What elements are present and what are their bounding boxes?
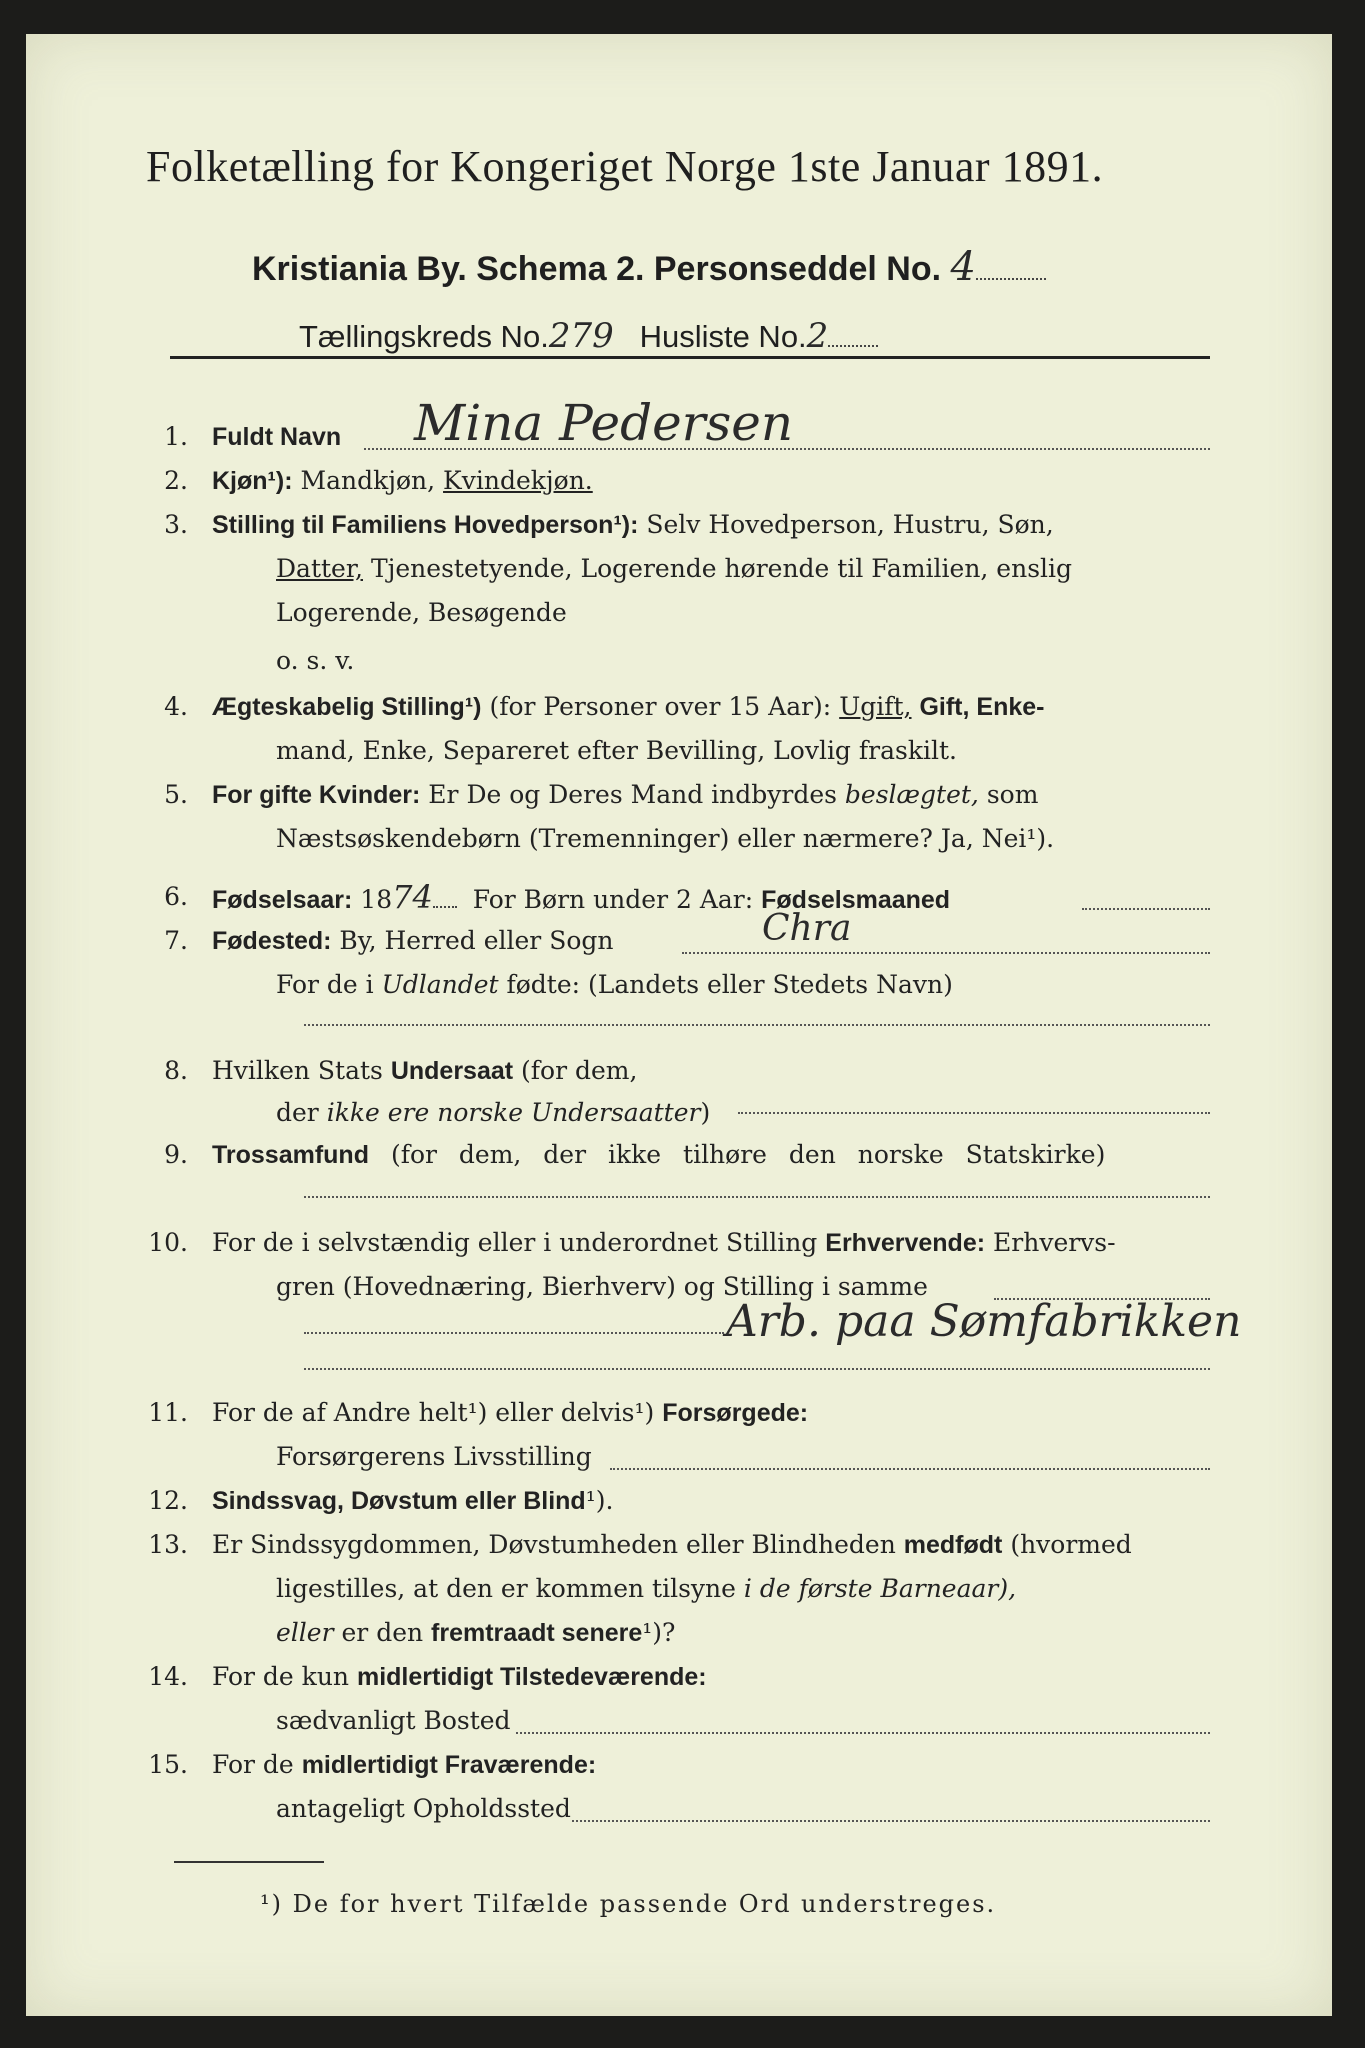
item-11-line-1 — [212, 1398, 808, 1428]
item-5-text: Er De og Deres Mand indbyrdes — [428, 780, 837, 809]
item-number: 7. — [164, 926, 188, 955]
item-13-text3-bold: fremtraadt senere — [431, 1619, 643, 1647]
item-10-text-pre: For de i selvstændig eller i underordnet Stilling — [212, 1228, 818, 1257]
item-14-text-pre: For de kun — [212, 1662, 350, 1691]
item-number: 6. — [164, 882, 188, 911]
item-7-text2-post: fødte: (Landets eller Stedets Navn) — [506, 970, 953, 999]
item-8-text2-pre: der — [276, 1098, 319, 1127]
item-1-label-text: Fuldt Navn — [212, 423, 342, 451]
item-7-text2-italic: Udlandet — [381, 970, 499, 999]
item-11-text2: Forsørgerens Livsstilling — [276, 1442, 592, 1471]
item-3-line-1 — [212, 510, 1054, 540]
item-number: 1. — [164, 422, 188, 451]
item-7-text: By, Herred eller Sogn — [339, 926, 614, 955]
item-5-label: For gifte Kvinder: — [212, 781, 421, 809]
item-15-line-1 — [212, 1750, 596, 1780]
item-7-line-2 — [276, 970, 953, 1000]
item-6-bold-after: Fødselsmaaned — [761, 886, 951, 914]
item-9-dotted-line — [304, 1196, 1210, 1198]
item-6-label: Fødselsaar: — [212, 886, 353, 914]
item-12-text: ¹). — [585, 1486, 614, 1515]
item-2-underlined: Kvindekjøn. — [443, 466, 593, 495]
item-13-text2-italic: i de første Barneaar), — [743, 1574, 1017, 1603]
item-13-text3-italic: eller — [276, 1618, 334, 1647]
taellingskreds-number: 279 — [548, 316, 614, 356]
item-number: 2. — [164, 466, 188, 495]
item-3-text3: Logerende, Besøgende — [276, 598, 567, 627]
item-3-label: Stilling til Familiens Hovedperson¹): — [212, 511, 639, 539]
item-12-label: Sindssvag, Døvstum eller Blind — [212, 1487, 586, 1515]
item-4-line-1 — [212, 692, 1044, 722]
item-1-label — [212, 422, 341, 452]
item-14-text2: sædvanligt Bosted — [276, 1706, 511, 1735]
personseddel-number: 4 — [950, 244, 976, 290]
item-15-dotted-line — [572, 1820, 1210, 1822]
item-7-text2-pre: For de i — [276, 970, 374, 999]
item-9-label: Trossamfund — [212, 1141, 369, 1169]
item-13-text: (hvormed — [1010, 1530, 1132, 1559]
item-5-text2: Næstsøskendebørn (Tremenninger) eller nærmere? Ja, Nei¹). — [276, 824, 1055, 853]
taellingskreds-label: Tællingskreds No. — [299, 319, 549, 354]
item-10-text2: gren (Hovednæring, Bierhverv) og Stilling i samme — [276, 1272, 928, 1301]
item-number: 14. — [148, 1662, 188, 1691]
item-14-dotted-line — [516, 1732, 1210, 1734]
item-number: 10. — [148, 1228, 188, 1257]
item-5-line-1 — [212, 780, 1038, 810]
item-2-line — [212, 466, 593, 496]
item-2-text: Mandkjøn, — [300, 466, 436, 495]
item-13-line-3 — [276, 1618, 675, 1648]
item-6-dotted-line — [1082, 908, 1210, 910]
item-7-dotted-line-2 — [304, 1024, 1210, 1026]
item-10-label: Erhvervende: — [825, 1229, 986, 1257]
item-4-label: Ægteskabelig Stilling¹) — [212, 693, 482, 721]
item-10-text: Erhvervs- — [993, 1228, 1116, 1257]
item-5-italic: beslægtet, — [844, 780, 979, 809]
item-3-text: Selv Hovedperson, Hustru, Søn, — [646, 510, 1054, 539]
item-3-text2: Tjenestetyende, Logerende hørende til Familien, enslig — [370, 554, 1073, 583]
item-4-text-after: Gift, Enke- — [919, 693, 1045, 721]
item-15-label: midlertidigt Fraværende: — [301, 1751, 597, 1779]
item-9-line — [212, 1140, 1105, 1170]
item-11-dotted-line — [610, 1468, 1210, 1470]
husliste-number: 2 — [806, 316, 829, 356]
item-7-line-1 — [212, 926, 613, 956]
item-8-line-2: der ikke ere norske Undersaatter) — [276, 1098, 711, 1127]
item-number: 11. — [148, 1398, 188, 1427]
item-number: 15. — [148, 1750, 188, 1779]
header-divider — [170, 356, 1210, 359]
item-number: 4. — [164, 692, 188, 721]
item-11-label: Forsørgede: — [662, 1399, 809, 1427]
item-6-text: 18 — [360, 885, 393, 914]
item-8-text-pre: Hvilken Stats — [212, 1056, 383, 1085]
item-3-line-2 — [276, 554, 1072, 584]
item-number: 3. — [164, 510, 188, 539]
item-number: 5. — [164, 780, 188, 809]
item-2-label: Kjøn¹): — [212, 467, 293, 495]
item-10-dotted-line-3 — [304, 1368, 1210, 1370]
item-4-text2: mand, Enke, Separeret efter Bevilling, Lovlig fraskilt. — [276, 736, 957, 765]
item-12-line — [212, 1486, 613, 1516]
item-9-text: (for dem, der ikke tilhøre den norske Statskirke) — [390, 1140, 1106, 1169]
item-number: 8. — [164, 1056, 188, 1085]
item-8-line-1 — [212, 1056, 637, 1086]
item-13-text-pre: Er Sindssygdommen, Døvstumheden eller Blindheden — [212, 1530, 896, 1559]
item-3-text4: o. s. v. — [276, 646, 355, 675]
item-13-label: medfødt — [903, 1531, 1003, 1559]
item-3-underlined: Datter, — [276, 554, 363, 583]
item-1-name-value: Mina Pedersen — [414, 394, 794, 452]
item-11-text-pre: For de af Andre helt¹) eller delvis¹) — [212, 1398, 655, 1427]
item-14-label: midlertidigt Tilstedeværende: — [356, 1663, 707, 1691]
item-6-birth-year-value: 74 — [392, 878, 433, 916]
schema-line-text: Kristiania By. Schema 2. Personseddel No. — [252, 250, 942, 288]
form-subtitle-district — [299, 316, 878, 356]
item-number: 9. — [164, 1140, 188, 1169]
item-number: 13. — [148, 1530, 188, 1559]
form-subtitle-schema — [252, 244, 1046, 290]
footnote: ¹) De for hvert Tilfælde passende Ord understreges. — [260, 1890, 997, 1918]
item-8-dotted-line — [738, 1112, 1210, 1114]
item-7-label: Fødested: — [212, 927, 332, 955]
item-15-text-pre: For de — [212, 1750, 294, 1779]
husliste-label: Husliste No. — [639, 319, 807, 354]
item-8-label: Undersaat — [390, 1057, 514, 1085]
item-5-text-after: som — [986, 780, 1039, 809]
item-13-text2-pre: ligestilles, at den er kommen tilsyne — [276, 1574, 736, 1603]
footnote-divider — [174, 1861, 324, 1863]
item-4-underlined: Ugift, — [839, 692, 912, 721]
item-7-birthplace-value: Chra — [762, 908, 852, 949]
item-13-text3-post: ¹)? — [642, 1618, 676, 1647]
item-13-line-2 — [276, 1574, 1016, 1604]
item-4-text: (for Personer over 15 Aar): — [489, 692, 832, 721]
item-8-text2-italic: ikke ere norske Undersaatter — [326, 1098, 701, 1127]
item-13-line-1 — [212, 1530, 1132, 1560]
form-title: Folketælling for Kongeriget Norge 1ste Januar 1891. — [146, 142, 1104, 191]
item-10-occupation-value: Arb. paa Sømfabrikken — [726, 1296, 1242, 1347]
item-14-line-1 — [212, 1662, 707, 1692]
item-6-text-after: For Børn under 2 Aar: — [472, 885, 754, 914]
item-10-dotted-line-2 — [304, 1332, 724, 1334]
item-7-dotted-line — [682, 952, 1210, 954]
item-13-text3-pre: er den — [341, 1618, 424, 1647]
item-15-text2: antageligt Opholdssted — [276, 1794, 571, 1823]
item-10-line-1 — [212, 1228, 1116, 1258]
item-number: 12. — [148, 1486, 188, 1515]
census-form-sheet — [26, 34, 1332, 2016]
item-8-text: (for dem, — [521, 1056, 638, 1085]
